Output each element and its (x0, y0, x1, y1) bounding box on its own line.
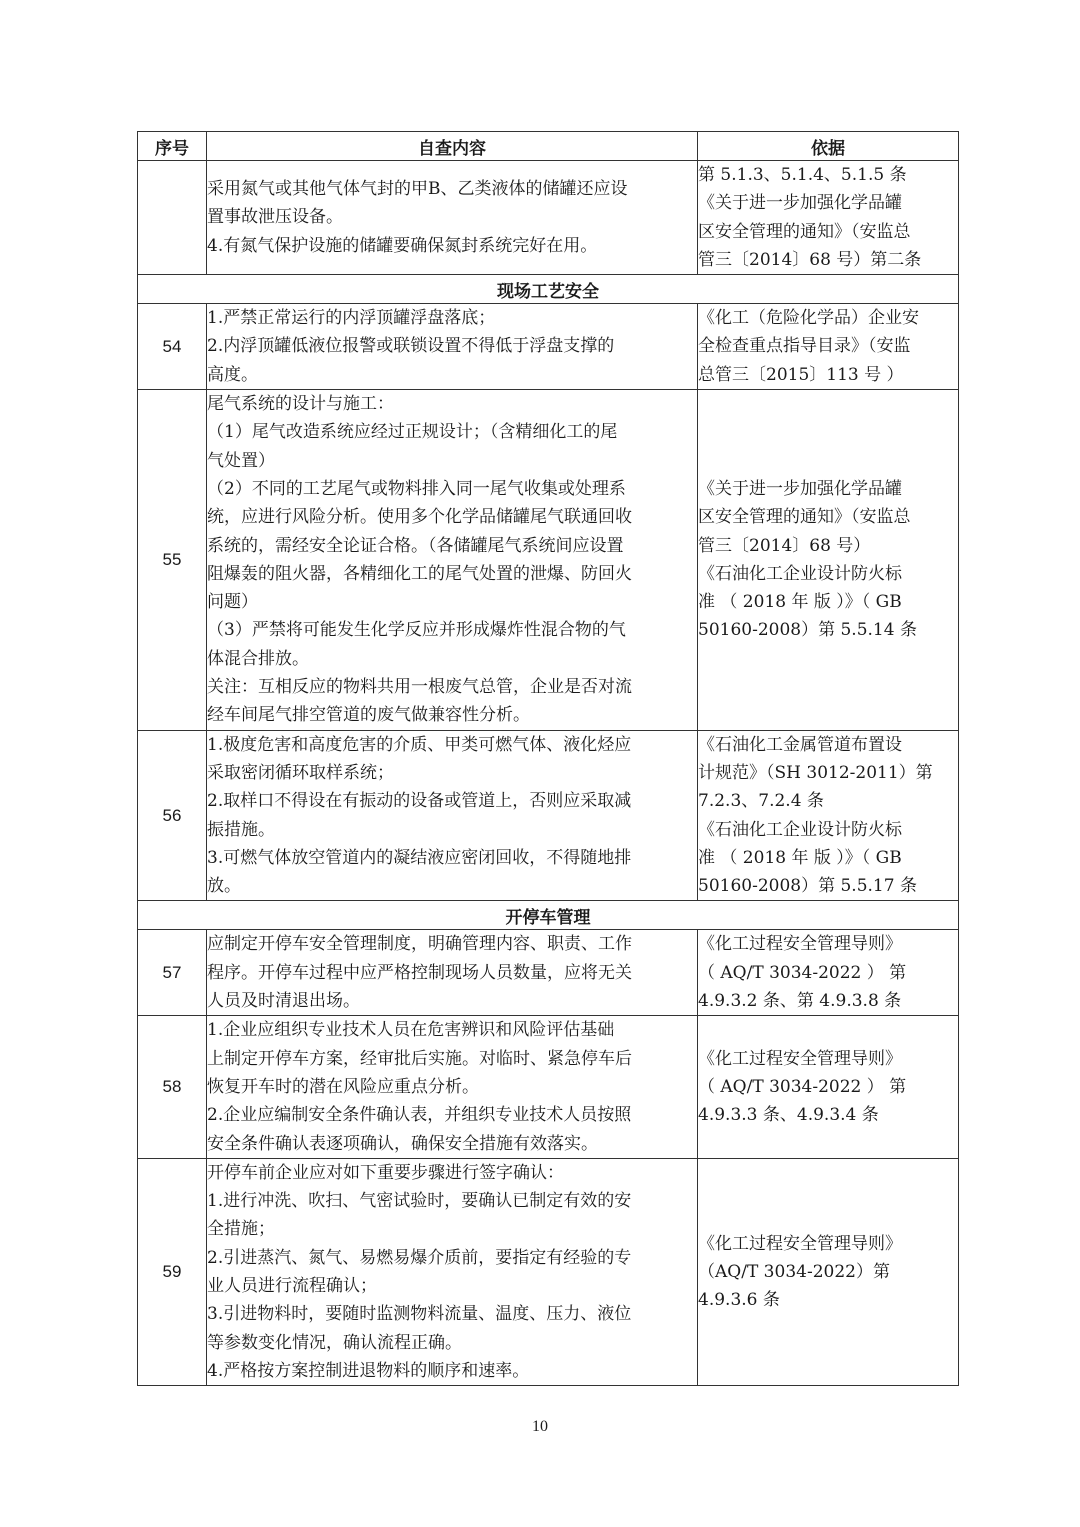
content-line: 气处置） (207, 450, 275, 471)
table-row (138, 304, 959, 390)
basis-cell (698, 730, 959, 901)
table-row (138, 1016, 959, 1158)
item-number: 58 (138, 1016, 207, 1158)
section-row (138, 901, 959, 930)
content-line: （2）不同的工艺尾气或物料排入同一尾气收集或处理系 (207, 478, 626, 499)
basis-line: 《化工过程安全管理导则》 (698, 1048, 902, 1069)
content-line: 统，应进行风险分析。使用多个化学品储罐尾气联通回收 (207, 507, 632, 528)
section-title: 开停车管理 (138, 901, 959, 930)
content-line: 2.引进蒸汽、氮气、易燃易爆介质前，要指定有经验的专 (207, 1247, 632, 1268)
content-line: 问题） (207, 592, 258, 613)
basis-line: 区安全管理的通知》（安监总 (698, 221, 911, 242)
check-content-cell (207, 161, 698, 275)
basis-line: （ AQ/T 3034-2022 ） 第 (698, 1076, 907, 1097)
content-line: （3）严禁将可能发生化学反应并形成爆炸性混合物的气 (207, 620, 626, 641)
header-number: 序号 (138, 132, 207, 161)
content-line: 经车间尾气排空管道的废气做兼容性分析。 (207, 705, 530, 726)
content-line: 开停车前企业应对如下重要步骤进行签字确认： (207, 1162, 564, 1183)
content-line: 程序。开停车过程中应严格控制现场人员数量，应将无关 (207, 962, 632, 983)
table-row (138, 1158, 959, 1385)
basis-line: 准 （ 2018 年 版 ）》（ GB (698, 847, 902, 868)
content-line: 1.进行冲洗、吹扫、气密试验时，要确认已制定有效的安 (207, 1191, 632, 1212)
check-content-cell (207, 730, 698, 901)
table-header-row (138, 132, 959, 161)
content-line: 1.企业应组织专业技术人员在危害辨识和风险评估基础 (207, 1020, 615, 1041)
content-line: 人员及时清退出场。 (207, 991, 360, 1012)
check-content-cell (207, 390, 698, 731)
content-line: 安全条件确认表逐项确认，确保安全措施有效落实。 (207, 1133, 598, 1154)
basis-line: 管三〔2014〕68 号） (698, 535, 871, 556)
content-line: 4.有氮气保护设施的储罐要确保氮封系统完好在用。 (207, 235, 598, 256)
basis-line: 4.9.3.3 条、4.9.3.4 条 (698, 1105, 879, 1126)
content-line: 置事故泄压设备。 (207, 207, 343, 228)
content-line: 体混合排放。 (207, 648, 309, 669)
basis-line: 《化工（危险化学品）企业安 (698, 308, 919, 329)
basis-line: 区安全管理的通知》（安监总 (698, 507, 911, 528)
basis-cell (698, 304, 959, 390)
content-line: 2.企业应编制安全条件确认表，并组织专业技术人员按照 (207, 1105, 632, 1126)
item-number (138, 161, 207, 275)
basis-line: 《化工过程安全管理导则》 (698, 934, 902, 955)
check-content-cell (207, 304, 698, 390)
content-line: 系统的，需经安全论证合格。（各储罐尾气系统间应设置 (207, 535, 624, 556)
basis-line: 准 （ 2018 年 版 ）》（ GB (698, 592, 902, 613)
self-check-table (137, 131, 959, 1386)
basis-line: 4.9.3.6 条 (698, 1290, 780, 1311)
basis-cell (698, 1158, 959, 1385)
header-basis: 依据 (698, 132, 959, 161)
basis-line: 第 5.1.3、5.1.4、5.1.5 条 (698, 165, 907, 185)
table-body (138, 161, 959, 1386)
content-line: 采取密闭循环取样系统； (207, 762, 394, 783)
item-number: 59 (138, 1158, 207, 1385)
content-line: 采用氮气或其他气体气封的甲B、乙类液体的储罐还应设 (207, 179, 628, 200)
content-line: 振措施。 (207, 819, 275, 840)
basis-line: 计规范》（SH 3012-2011）第 (698, 762, 933, 783)
header-content: 自查内容 (207, 132, 698, 161)
check-content-cell (207, 1016, 698, 1158)
basis-line: 4.9.3.2 条、第 4.9.3.8 条 (698, 991, 902, 1012)
content-line: 放。 (207, 876, 241, 897)
check-content-cell (207, 930, 698, 1016)
content-line: 3.可燃气体放空管道内的凝结液应密闭回收，不得随地排 (207, 847, 632, 868)
basis-cell (698, 930, 959, 1016)
content-line: 4.严格按方案控制进退物料的顺序和速率。 (207, 1360, 530, 1381)
content-line: 关注：互相反应的物料共用一根废气总管，企业是否对流 (207, 677, 632, 698)
basis-line: 《石油化工金属管道布置设 (698, 734, 902, 755)
table-row (138, 930, 959, 1016)
content-line: 1.极度危害和高度危害的介质、甲类可燃气体、液化烃应 (207, 734, 632, 755)
table-row (138, 730, 959, 901)
content-line: 恢复开车时的潜在风险应重点分析。 (207, 1076, 479, 1097)
section-row (138, 275, 959, 304)
content-line: 上制定开停车方案，经审批后实施。对临时、紧急停车后 (207, 1048, 632, 1069)
basis-cell (698, 390, 959, 731)
page-number: 10 (532, 1418, 548, 1435)
basis-line: 总管三〔2015〕113 号 ） (698, 364, 904, 385)
check-content-cell (207, 1158, 698, 1385)
basis-line: 50160-2008）第 5.5.17 条 (698, 876, 917, 897)
table-row (138, 161, 959, 275)
content-line: 2.内浮顶罐低液位报警或联锁设置不得低于浮盘支撑的 (207, 336, 615, 357)
basis-line: 50160-2008）第 5.5.14 条 (698, 620, 917, 641)
item-number: 57 (138, 930, 207, 1016)
content-line: 尾气系统的设计与施工： (207, 394, 394, 415)
basis-line: 7.2.3、7.2.4 条 (698, 791, 824, 812)
basis-line: 《关于进一步加强化学品罐 (698, 478, 902, 499)
content-line: 阻爆轰的阻火器，各精细化工的尾气处置的泄爆、防回火 (207, 563, 632, 584)
basis-line: 《石油化工企业设计防火标 (698, 819, 902, 840)
basis-line: 《化工过程安全管理导则》 (698, 1233, 902, 1254)
basis-cell (698, 1016, 959, 1158)
item-number: 56 (138, 730, 207, 901)
basis-line: （ AQ/T 3034-2022 ） 第 (698, 962, 907, 983)
content-line: 全措施； (207, 1219, 275, 1240)
basis-cell (698, 161, 959, 275)
basis-line: 《石油化工企业设计防火标 (698, 563, 902, 584)
basis-line: 管三〔2014〕68 号）第二条 (698, 249, 922, 270)
content-line: 业人员进行流程确认； (207, 1275, 377, 1296)
basis-line: 《关于进一步加强化学品罐 (698, 193, 902, 214)
content-line: 3.引进物料时，要随时监测物料流量、温度、压力、液位 (207, 1304, 632, 1325)
content-line: 2.取样口不得设在有振动的设备或管道上，否则应采取减 (207, 791, 632, 812)
content-line: 1.严禁正常运行的内浮顶罐浮盘落底； (207, 308, 496, 329)
basis-line: （AQ/T 3034-2022）第 (698, 1261, 890, 1282)
content-line: 应制定开停车安全管理制度，明确管理内容、职责、工作 (207, 934, 632, 955)
section-title: 现场工艺安全 (138, 275, 959, 304)
content-line: 等参数变化情况，确认流程正确。 (207, 1332, 462, 1353)
item-number: 55 (138, 390, 207, 731)
table-row (138, 390, 959, 731)
basis-line: 全检查重点指导目录》（安监 (698, 336, 911, 357)
item-number: 54 (138, 304, 207, 390)
content-line: 高度。 (207, 364, 258, 385)
content-line: （1）尾气改造系统应经过正规设计；（含精细化工的尾 (207, 422, 618, 443)
